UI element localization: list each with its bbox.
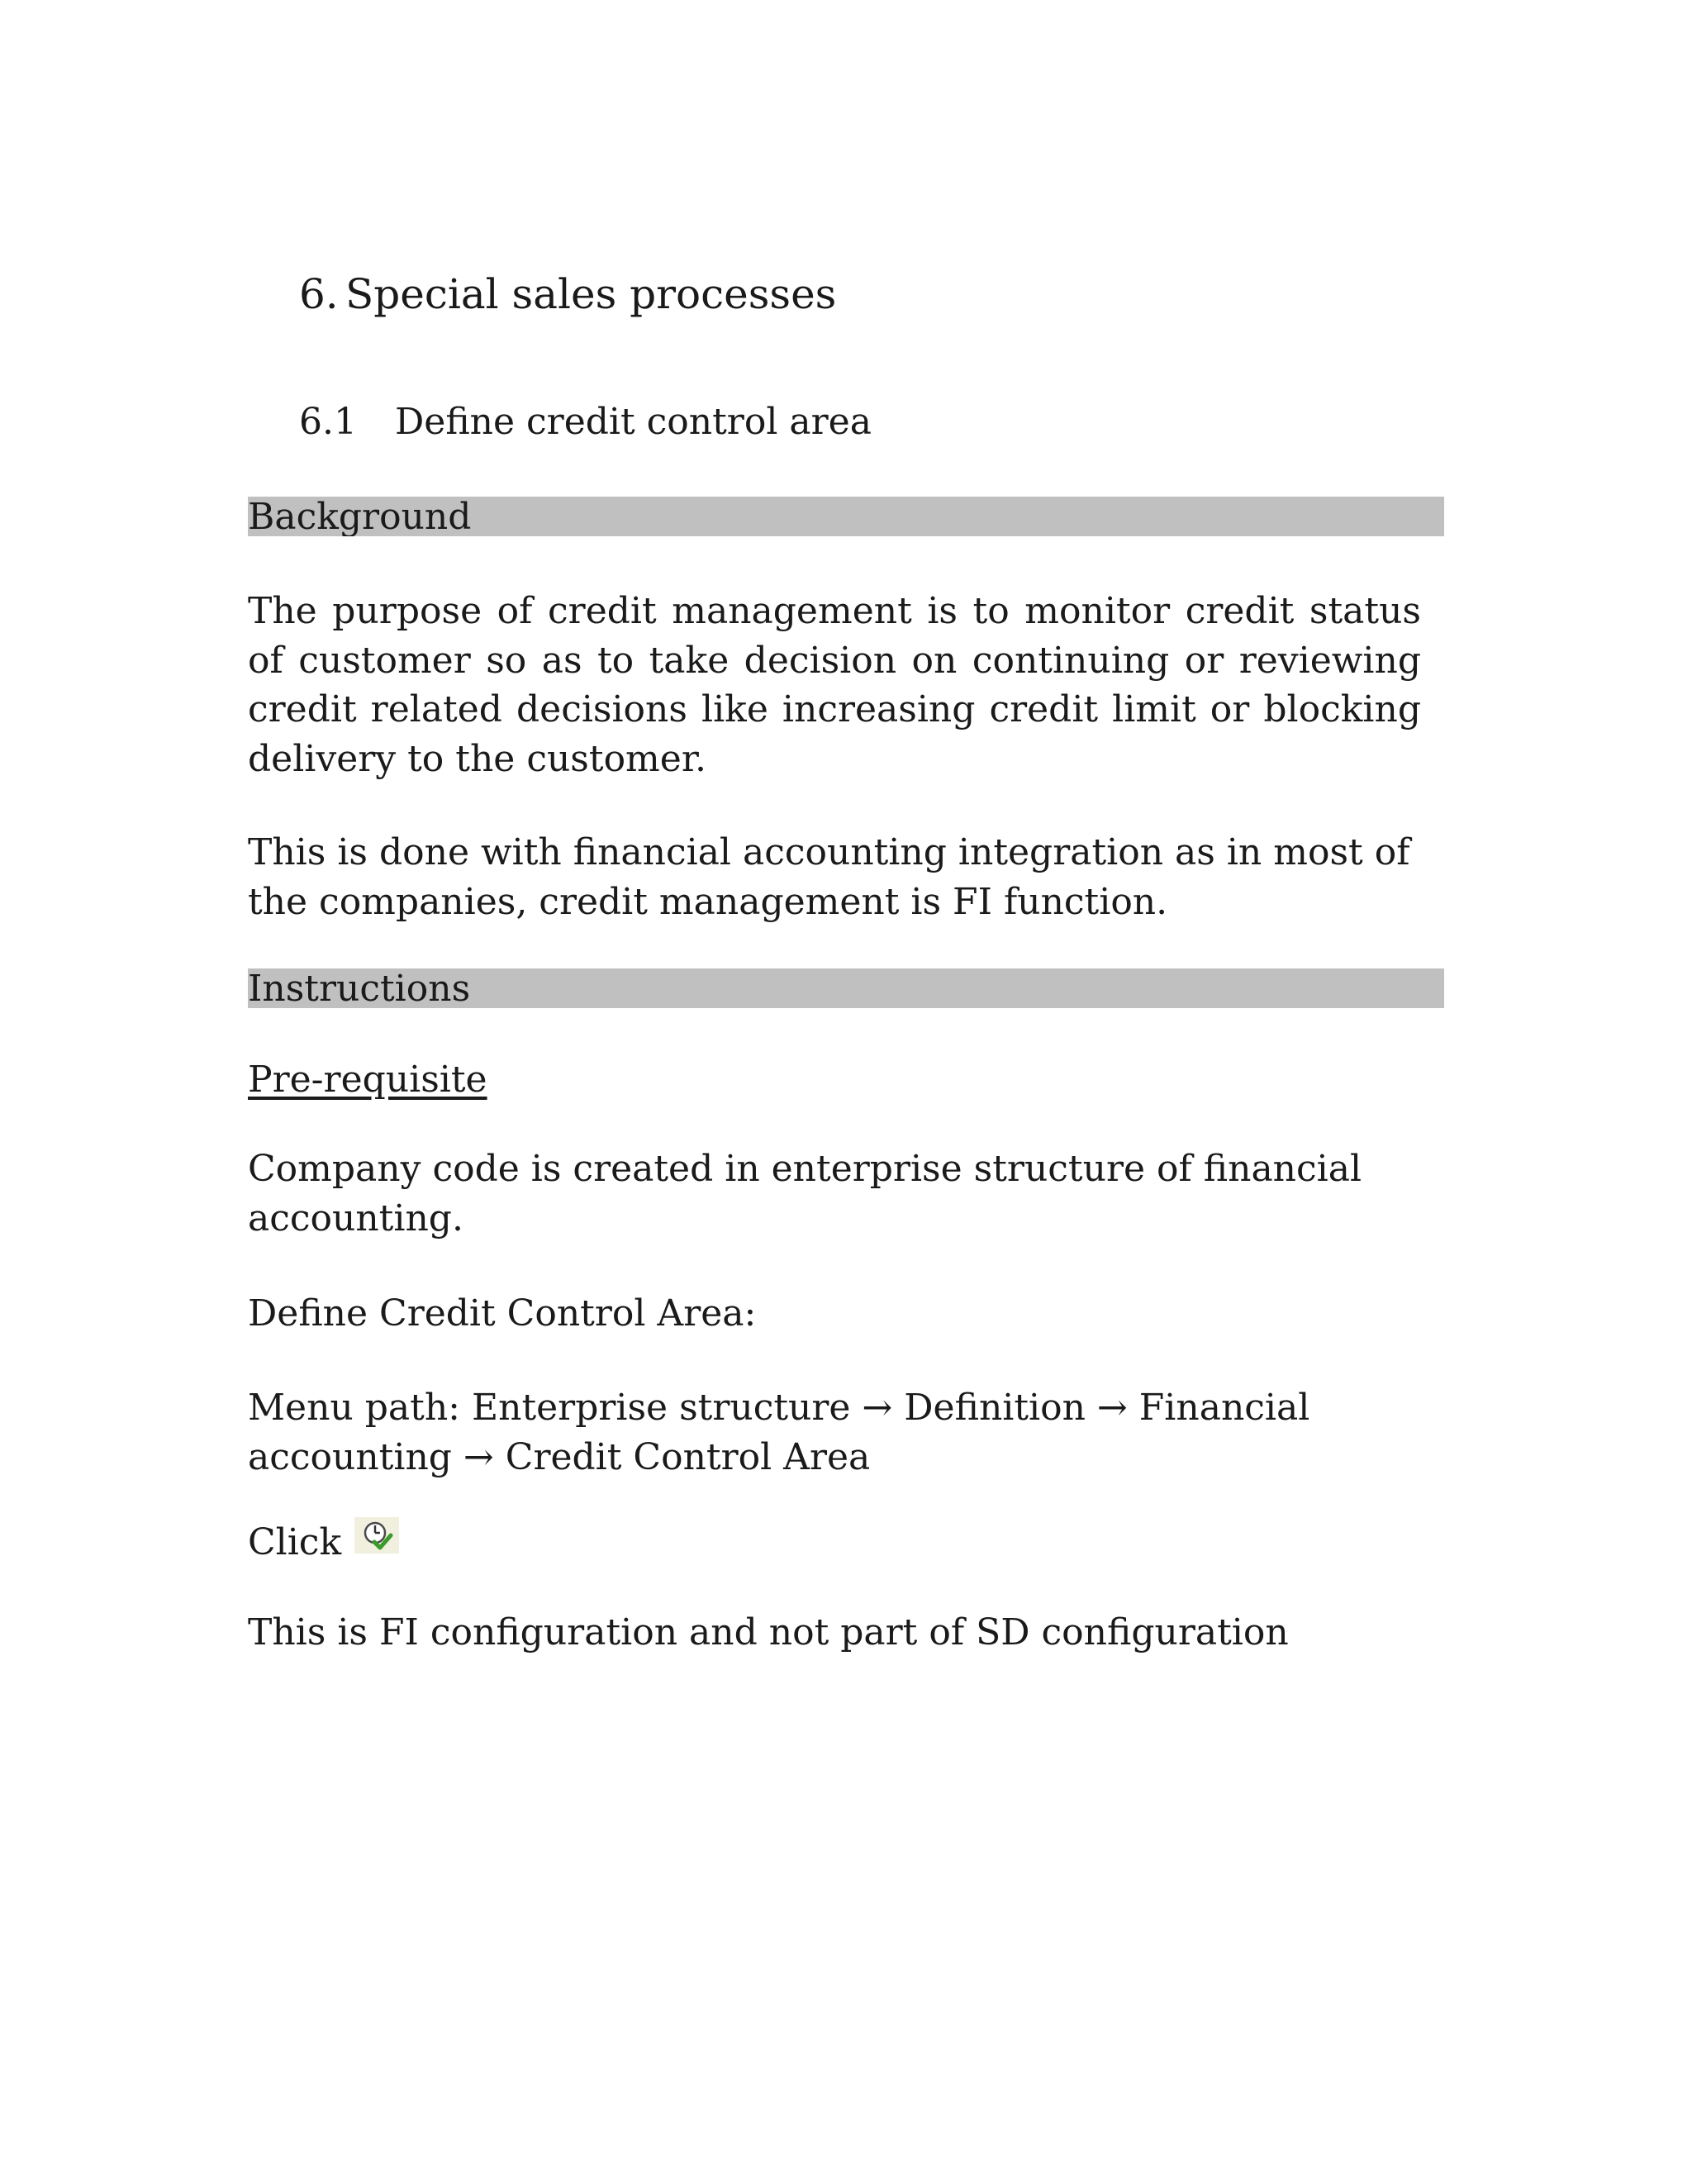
click-instruction (248, 1520, 399, 1565)
define-cca-paragraph: Define Credit Control Area: (248, 1292, 757, 1335)
section-number: 6.1 (299, 401, 357, 443)
chapter-number: 6. (299, 270, 339, 318)
background-band: Background (248, 497, 1444, 536)
instructions-band: Instructions (248, 968, 1444, 1008)
menu-path-paragraph: Menu path: Enterprise structure → Definition → Financial accounting → Credit Control Area (248, 1387, 1310, 1478)
integration-paragraph: This is done with financial accounting integration as in most of the companies, credit management is FI function. (248, 831, 1410, 923)
company-code-paragraph: Company code is created in enterprise structure of financial accounting. (248, 1148, 1362, 1240)
click-label: Click (248, 1521, 342, 1563)
purpose-paragraph: The purpose of credit management is to monitor credit status of customer so as to take decision on continuing or reviewing credit related decisions like increasing credit limit or blocking delivery to the customer. (248, 590, 1421, 780)
execute-clock-icon (354, 1517, 399, 1554)
prerequisite-label: Pre-requisite (248, 1059, 487, 1101)
section-title: Define credit control area (395, 401, 872, 443)
section-heading (299, 400, 872, 445)
chapter-heading (299, 269, 836, 319)
chapter-title: Special sales processes (345, 270, 837, 318)
fi-note-paragraph: This is FI configuration and not part of SD configuration (248, 1611, 1289, 1653)
